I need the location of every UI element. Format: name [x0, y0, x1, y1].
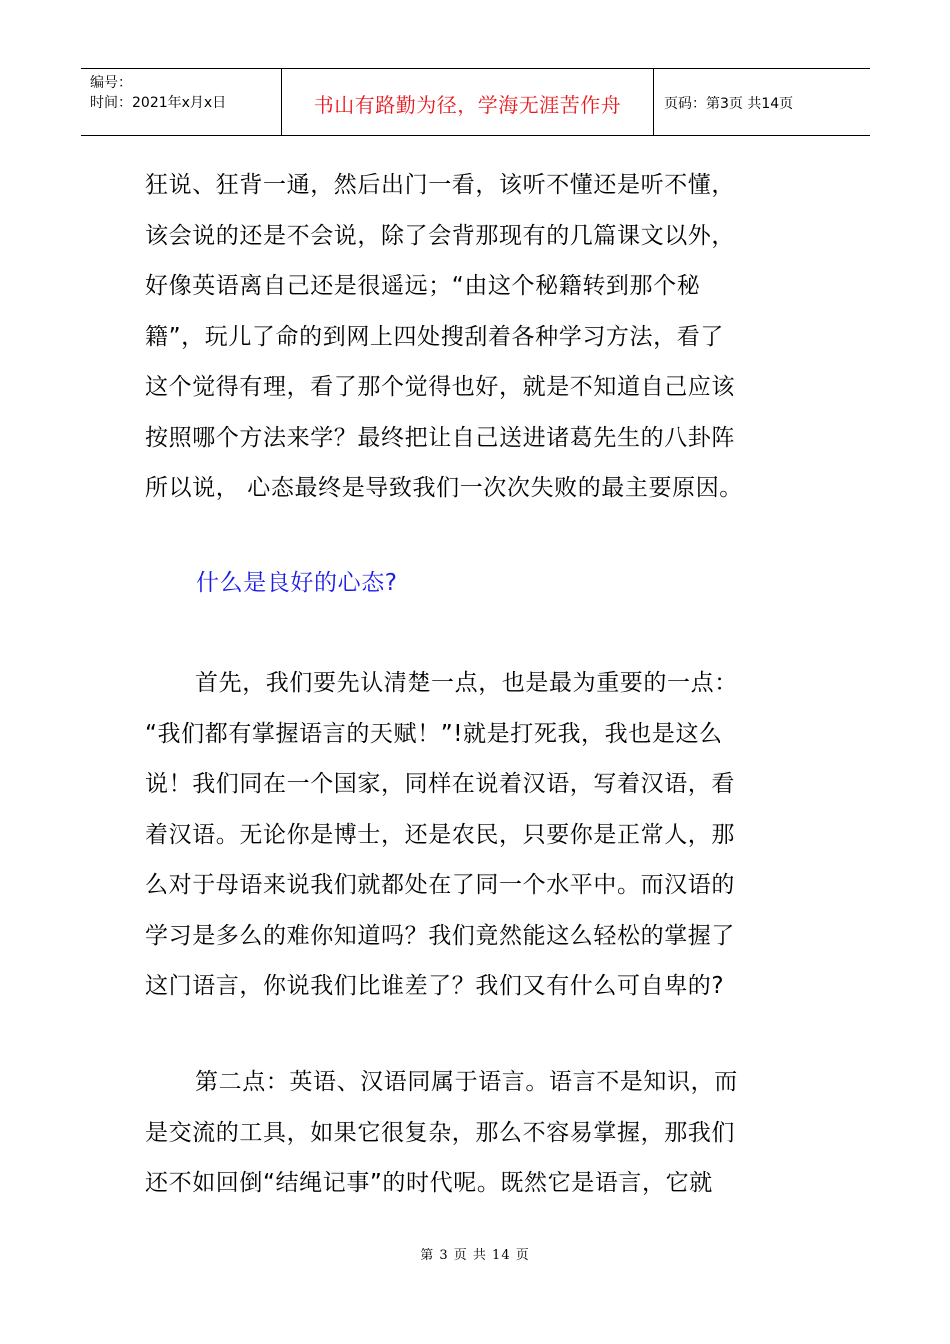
text-line: 这个觉得有理，看了那个觉得也好，就是不知道自己应该 [145, 374, 735, 400]
text-line: 好像英语离自己还是很遥远；“由这个秘籍转到那个秘 [145, 273, 701, 299]
page-header [81, 68, 870, 136]
text-line: 籍”，玩儿了命的到网上四处搜刮着各种学习方法，看了 [145, 323, 724, 350]
paragraph-3 [145, 1057, 810, 1209]
text-line: 该会说的还是不会说，除了会背那现有的几篇课文以外， [145, 222, 735, 249]
paragraph-1 [145, 160, 810, 514]
text-line: “我们都有掌握语言的天赋！”!就是打死我，我也是这么 [145, 720, 723, 747]
header-motto: 书山有路勤为径，学海无涯苦作舟 [282, 69, 654, 135]
text-line: 这门语言，你说我们比谁差了？我们又有什么可自卑的? [145, 973, 725, 999]
header-meta [81, 69, 282, 135]
text-line: 是交流的工具，如果它很复杂，那么不容易掌握，那我们 [145, 1119, 735, 1146]
text-line: 狂说、狂背一通，然后出门一看，该听不懂还是听不懂， [145, 172, 735, 198]
text-line: 所以说， 心态最终是导致我们一次次失败的最主要原因。 [145, 475, 743, 501]
date-label: 时间：2021年x月x日 [90, 95, 227, 111]
serial-number-label: 编号： [90, 75, 132, 91]
header-page-info: 页码：第3页 共14页 [664, 96, 794, 112]
paragraph-2 [145, 658, 810, 1012]
text-line: 么对于母语来说我们就都处在了同一个水平中。而汉语的 [145, 872, 735, 898]
text-line: 着汉语。无论你是博士，还是农民，只要你是正常人，那 [145, 821, 735, 848]
text-line: 按照哪个方法来学？最终把让自己送进诸葛先生的八卦阵 [145, 424, 735, 451]
page-footer: 第 3 页 共 14 页 [420, 1248, 530, 1263]
text-line: 首先，我们要先认清楚一点，也是最为重要的一点： [195, 670, 738, 696]
text-line: 还不如回倒“结绳记事”的时代呢。既然它是语言，它就 [145, 1170, 713, 1196]
text-line: 学习是多么的难你知道吗？我们竟然能这么轻松的掌握了 [145, 922, 735, 949]
section-heading: 什么是良好的心态? [196, 570, 398, 596]
text-line: 第二点：英语、汉语同属于语言。语言不是知识，而 [195, 1069, 738, 1095]
text-line: 说！我们同在一个国家，同样在说着汉语，写着汉语，看 [145, 771, 735, 797]
